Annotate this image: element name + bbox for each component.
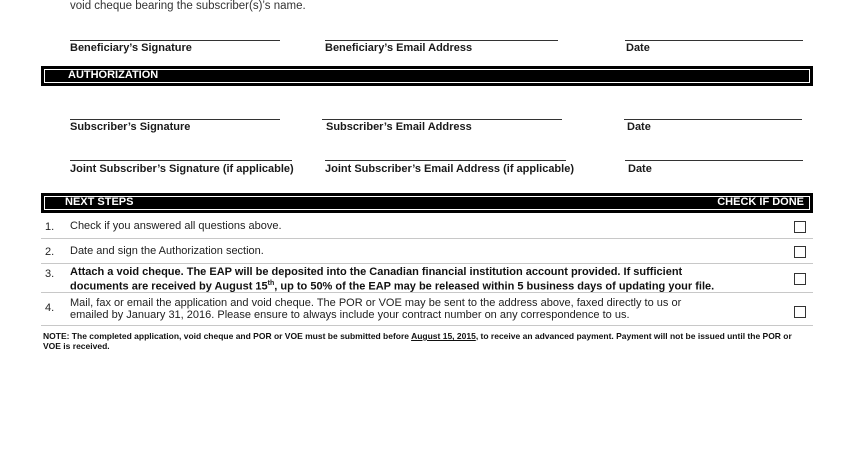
authorization-header-bar [41, 66, 813, 86]
step-text-line: emailed by January 31, 2016. Please ensure to always include your contract number on any correspondence to us. [70, 309, 630, 321]
step-1-checkbox[interactable] [794, 221, 806, 233]
step-text: Date and sign the Authorization section. [70, 245, 264, 257]
note-suffix: , to receive an advanced payment. Payment will not be issued until the POR or VOE is received. [43, 331, 792, 351]
step-number: 4. [45, 302, 55, 314]
beneficiary-date-label: Date [626, 42, 650, 54]
subscriber-email-label: Subscriber’s Email Address [326, 121, 472, 133]
next-steps-header: NEXT STEPS [65, 196, 134, 208]
beneficiary-email-label: Beneficiary’s Email Address [325, 42, 473, 54]
joint-signature-label: Joint Subscriber’s Signature (if applicable) [70, 163, 294, 175]
joint-signature-field[interactable] [70, 160, 292, 161]
step-3-checkbox[interactable] [794, 273, 806, 285]
subscriber-date-field[interactable] [624, 119, 802, 120]
beneficiary-date-field[interactable] [625, 40, 803, 41]
check-if-done-header: CHECK IF DONE [717, 196, 804, 208]
row-divider [41, 263, 813, 264]
joint-date-label: Date [628, 163, 652, 175]
step-text-part: documents are received by August 15 [70, 280, 268, 293]
intro-text: void cheque bearing the subscriber(s)’s name. [70, 0, 306, 12]
subscriber-email-field[interactable] [322, 119, 562, 120]
step-text-part: , up to 50% of the EAP may be released within 5 business days of updating your file. [274, 280, 715, 293]
note-prefix: NOTE: The completed application, void cheque and POR or VOE must be submitted before [43, 331, 412, 341]
subscriber-date-label: Date [627, 121, 651, 133]
step-text: Check if you answered all questions above. [70, 220, 282, 232]
row-divider [41, 238, 813, 239]
joint-email-label: Joint Subscriber’s Email Address (if applicable) [325, 163, 574, 175]
beneficiary-signature-field[interactable] [70, 40, 280, 41]
subscriber-signature-field[interactable] [70, 119, 280, 120]
beneficiary-email-field[interactable] [325, 40, 558, 41]
submission-note [43, 331, 803, 351]
subscriber-signature-label: Subscriber’s Signature [70, 121, 191, 133]
next-steps-header-bar [41, 193, 813, 213]
step-number: 1. [45, 221, 55, 233]
note-deadline: August 15, 2015 [411, 331, 476, 341]
beneficiary-signature-label: Beneficiary’s Signature [70, 42, 192, 54]
step-text-line: Attach a void cheque. The EAP will be deposited into the Canadian financial institution account provided. If sufficient [70, 266, 683, 278]
step-number: 3. [45, 268, 55, 280]
step-text-line: Mail, fax or email the application and void cheque. The POR or VOE may be sent to the address above, faxed directly to us or [70, 297, 682, 309]
authorization-header: AUTHORIZATION [68, 69, 159, 81]
row-divider [41, 292, 813, 293]
step-number: 2. [45, 246, 55, 258]
step-4-checkbox[interactable] [794, 306, 806, 318]
row-divider [41, 325, 813, 326]
step-text-line [70, 278, 760, 293]
ordinal-suffix: th [267, 280, 275, 287]
step-2-checkbox[interactable] [794, 246, 806, 258]
joint-date-field[interactable] [625, 160, 803, 161]
joint-email-field[interactable] [325, 160, 566, 161]
